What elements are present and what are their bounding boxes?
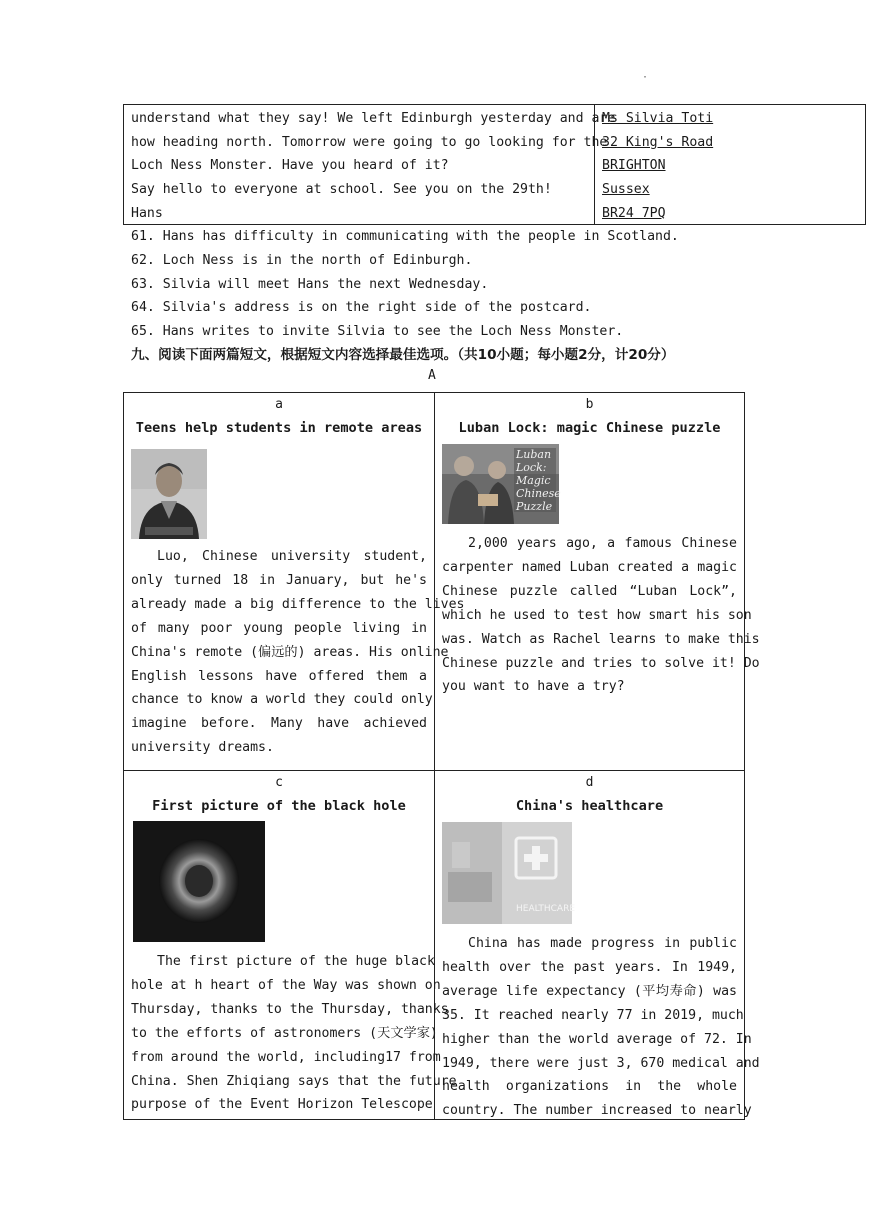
body-line: average life expectancy (平均寿命) was xyxy=(442,983,737,999)
body-line: carpenter named Luban created a magic xyxy=(442,559,737,575)
postcard-message xyxy=(124,105,616,224)
message-line: Loch Ness Monster. Have you heard of it? xyxy=(131,158,449,174)
body-line: to the efforts of astronomers (天文学家) xyxy=(131,1025,438,1041)
card-letter: a xyxy=(275,397,283,412)
message-line: how heading north. Tomorrow were going to go looking for the xyxy=(131,134,608,150)
body-line: country. The number increased to nearly xyxy=(442,1103,752,1119)
statement-63: 63. Silvia will meet Hans the next Wednesday. xyxy=(131,276,489,292)
body-line: 2,000 years ago, a famous Chinese xyxy=(468,536,737,551)
body-line: China's remote (偏远的) areas. His online xyxy=(131,644,449,660)
body-line: 1949, there were just 3, 670 medical and xyxy=(442,1055,760,1071)
statement-list xyxy=(131,225,679,344)
body-line: from around the world, including17 from xyxy=(131,1049,441,1065)
card-body xyxy=(442,532,760,699)
body-line: health over the past years. In 1949, xyxy=(442,959,737,975)
card-body xyxy=(131,545,465,760)
body-line: Chinese puzzle called “Luban Lock”, xyxy=(442,583,737,599)
body-line: English lessons have offered them a xyxy=(131,668,427,684)
body-line: purpose of the Event Horizon Telescope xyxy=(131,1097,433,1113)
body-line: China. Shen Zhiqiang says that the future xyxy=(131,1073,457,1089)
card-title: First picture of the black hole xyxy=(152,798,406,814)
card-body xyxy=(131,950,457,1117)
body-line: Luo, Chinese university student, xyxy=(157,549,427,564)
card-grid xyxy=(123,392,760,1120)
luban-lock-photo xyxy=(442,444,559,524)
page-marker: · xyxy=(642,72,649,83)
message-line: understand what they say! We left Edinburgh yesterday and are xyxy=(131,111,616,126)
card-letter: b xyxy=(585,397,594,412)
body-line: university dreams. xyxy=(131,740,274,756)
body-line: Thursday, thanks to the Thursday, thanks xyxy=(131,1001,449,1017)
body-line: China has made progress in public xyxy=(468,936,737,951)
address-line: Sussex xyxy=(602,182,650,198)
body-line: Chinese puzzle and tries to solve it! Do xyxy=(442,655,760,671)
card-title: Teens help students in remote areas xyxy=(135,420,423,436)
body-line: The first picture of the huge black xyxy=(157,954,435,969)
address-line: Ms Silvia Toti xyxy=(602,111,714,126)
address-line: BR24 7PQ xyxy=(602,205,666,221)
body-line: imagine before. Many have achieved xyxy=(131,716,427,732)
card-a xyxy=(124,393,465,771)
card-letter: c xyxy=(275,775,283,790)
card-letter: d xyxy=(585,775,594,790)
body-line: already made a big difference to the lives xyxy=(131,596,465,612)
body-line: 35. It reached nearly 77 in 2019, much xyxy=(442,1007,744,1023)
body-line: you want to have a try? xyxy=(442,679,625,695)
body-line: which he used to test how smart his son xyxy=(442,607,752,623)
statement-64: 64. Silvia's address is on the right side of the postcard. xyxy=(131,300,592,316)
statement-61: 61. Hans has difficulty in communicating with the people in Scotland. xyxy=(131,229,679,244)
card-c xyxy=(124,771,457,1119)
body-line: only turned 18 in January, but he's xyxy=(131,572,427,588)
body-line: was. Watch as Rachel learns to make this xyxy=(442,631,760,647)
body-line: higher than the world average of 72. In xyxy=(442,1031,752,1047)
card-body xyxy=(442,932,760,1123)
card-title: Luban Lock: magic Chinese puzzle xyxy=(458,420,721,436)
postcard-address xyxy=(595,105,865,224)
message-signature: Hans xyxy=(131,205,163,221)
card-b xyxy=(435,393,760,771)
healthcare-photo xyxy=(442,822,576,924)
body-line: hole at h heart of the Way was shown on xyxy=(131,977,441,993)
message-line: Say hello to everyone at school. See you on the 29th! xyxy=(131,182,552,198)
address-line: 32 King's Road xyxy=(602,134,714,150)
statement-65: 65. Hans writes to invite Silvia to see the Loch Ness Monster. xyxy=(131,324,624,340)
black-hole-photo xyxy=(133,821,265,942)
healthcare-image-caption: HEALTHCARE xyxy=(516,904,576,914)
luban-image-caption: Luban Lock: Magic Chinese Puzzle xyxy=(516,448,561,513)
postcard-table xyxy=(123,104,866,225)
passage-label: A xyxy=(428,368,436,383)
card-d xyxy=(435,771,760,1119)
body-line: health organizations in the whole xyxy=(442,1079,737,1095)
address-line: BRIGHTON xyxy=(602,158,666,174)
section-heading: 九、阅读下面两篇短文，根据短文内容选择最佳选项。（共10小题；每小题2分，计20分） xyxy=(131,347,675,363)
card-title: China's healthcare xyxy=(515,798,664,814)
teen-photo xyxy=(131,449,207,539)
body-line: chance to know a world they could only xyxy=(131,692,433,708)
statement-62: 62. Loch Ness is in the north of Edinburgh. xyxy=(131,252,473,268)
body-line: of many poor young people living in xyxy=(131,620,427,636)
